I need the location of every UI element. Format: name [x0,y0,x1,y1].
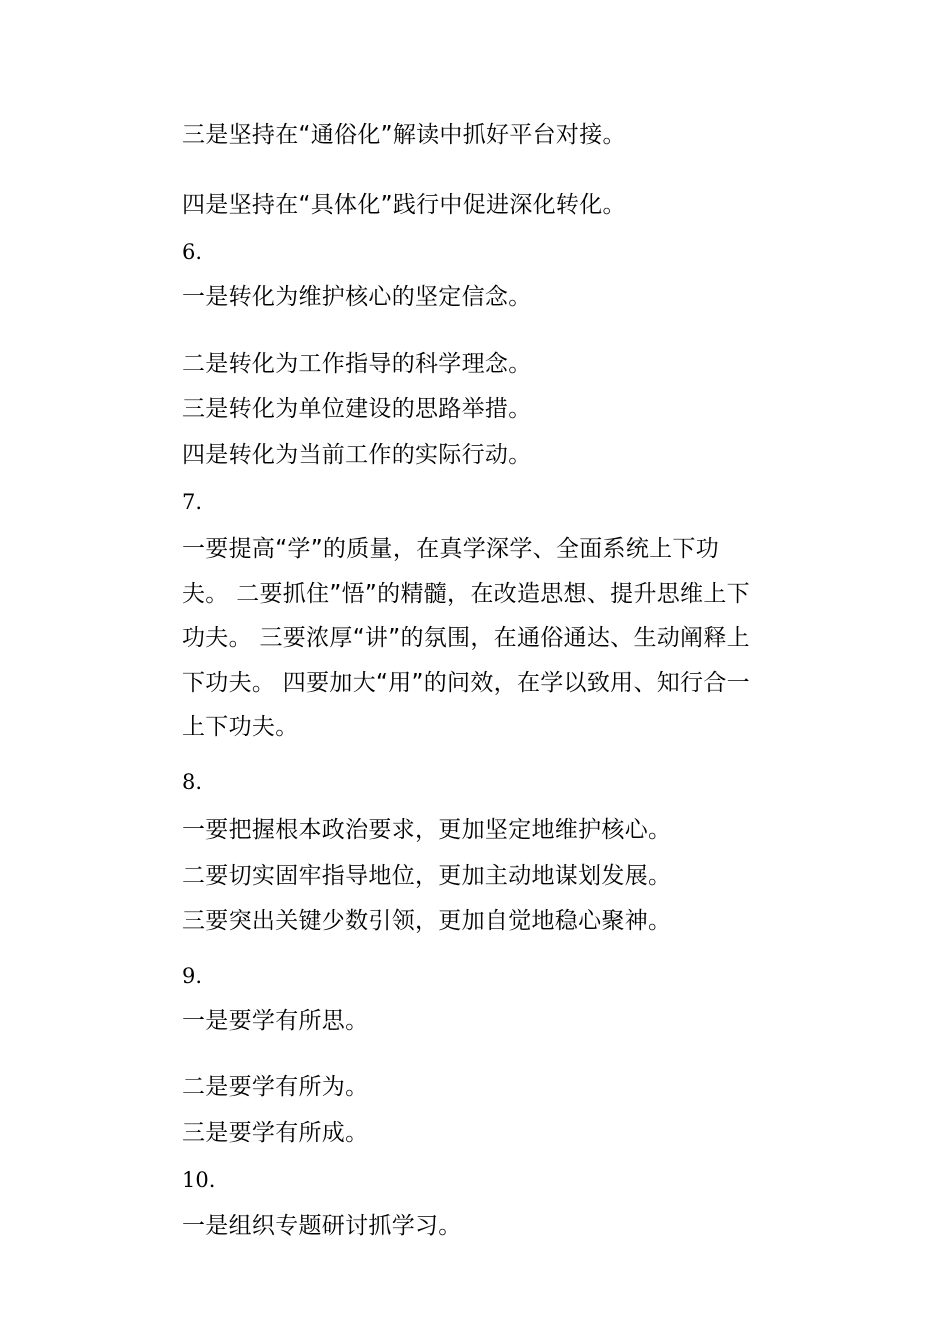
item-10-point-1: 一是组织专题研讨抓学习。 [182,1213,462,1239]
item-8-point-1: 一要把握根本政治要求，更加坚定地维护核心。 [182,817,672,843]
item-8-point-3: 三要突出关键少数引领，更加自觉地稳心聚神。 [182,908,672,934]
item-5-point-4: 四是坚持在“具体化”践行中促进深化转化。 [182,192,626,218]
item-9-point-1: 一是要学有所思。 [182,1008,369,1034]
item-9-point-2: 二是要学有所为。 [182,1074,369,1100]
item-7-line-3: 功夫。 三要浓厚“讲”的氛围，在通俗通达、生动阐释上 [182,625,750,651]
item-6-point-2: 二是转化为工作指导的科学理念。 [182,351,532,377]
item-8-point-2: 二要切实固牢指导地位，更加主动地谋划发展。 [182,863,672,889]
item-6-point-3: 三是转化为单位建设的思路举措。 [182,396,532,422]
item-6-point-1: 一是转化为维护核心的坚定信念。 [182,284,532,310]
item-7-line-4: 下功夫。 四要加大“用”的问效，在学以致用、知行合一 [182,669,750,696]
section-number-6: 6. [182,240,203,264]
item-9-point-3: 三是要学有所成。 [182,1120,369,1146]
item-5-point-3: 三是坚持在“通俗化”解读中抓好平台对接。 [182,122,626,148]
section-number-9: 9. [182,964,203,988]
item-7-line-2: 夫。 二要抓住”悟”的精髓，在改造思想、提升思维上下 [182,580,750,607]
item-7-paragraph [182,527,772,750]
item-6-point-4: 四是转化为当前工作的实际行动。 [182,442,532,468]
section-number-10: 10. [182,1168,216,1192]
section-number-7: 7. [182,490,203,514]
section-number-8: 8. [182,770,203,794]
item-7-line-5: 上下功夫。 [182,714,299,740]
item-7-line-1: 一要提高“学”的质量，在真学深学、全面系统上下功 [182,536,720,562]
